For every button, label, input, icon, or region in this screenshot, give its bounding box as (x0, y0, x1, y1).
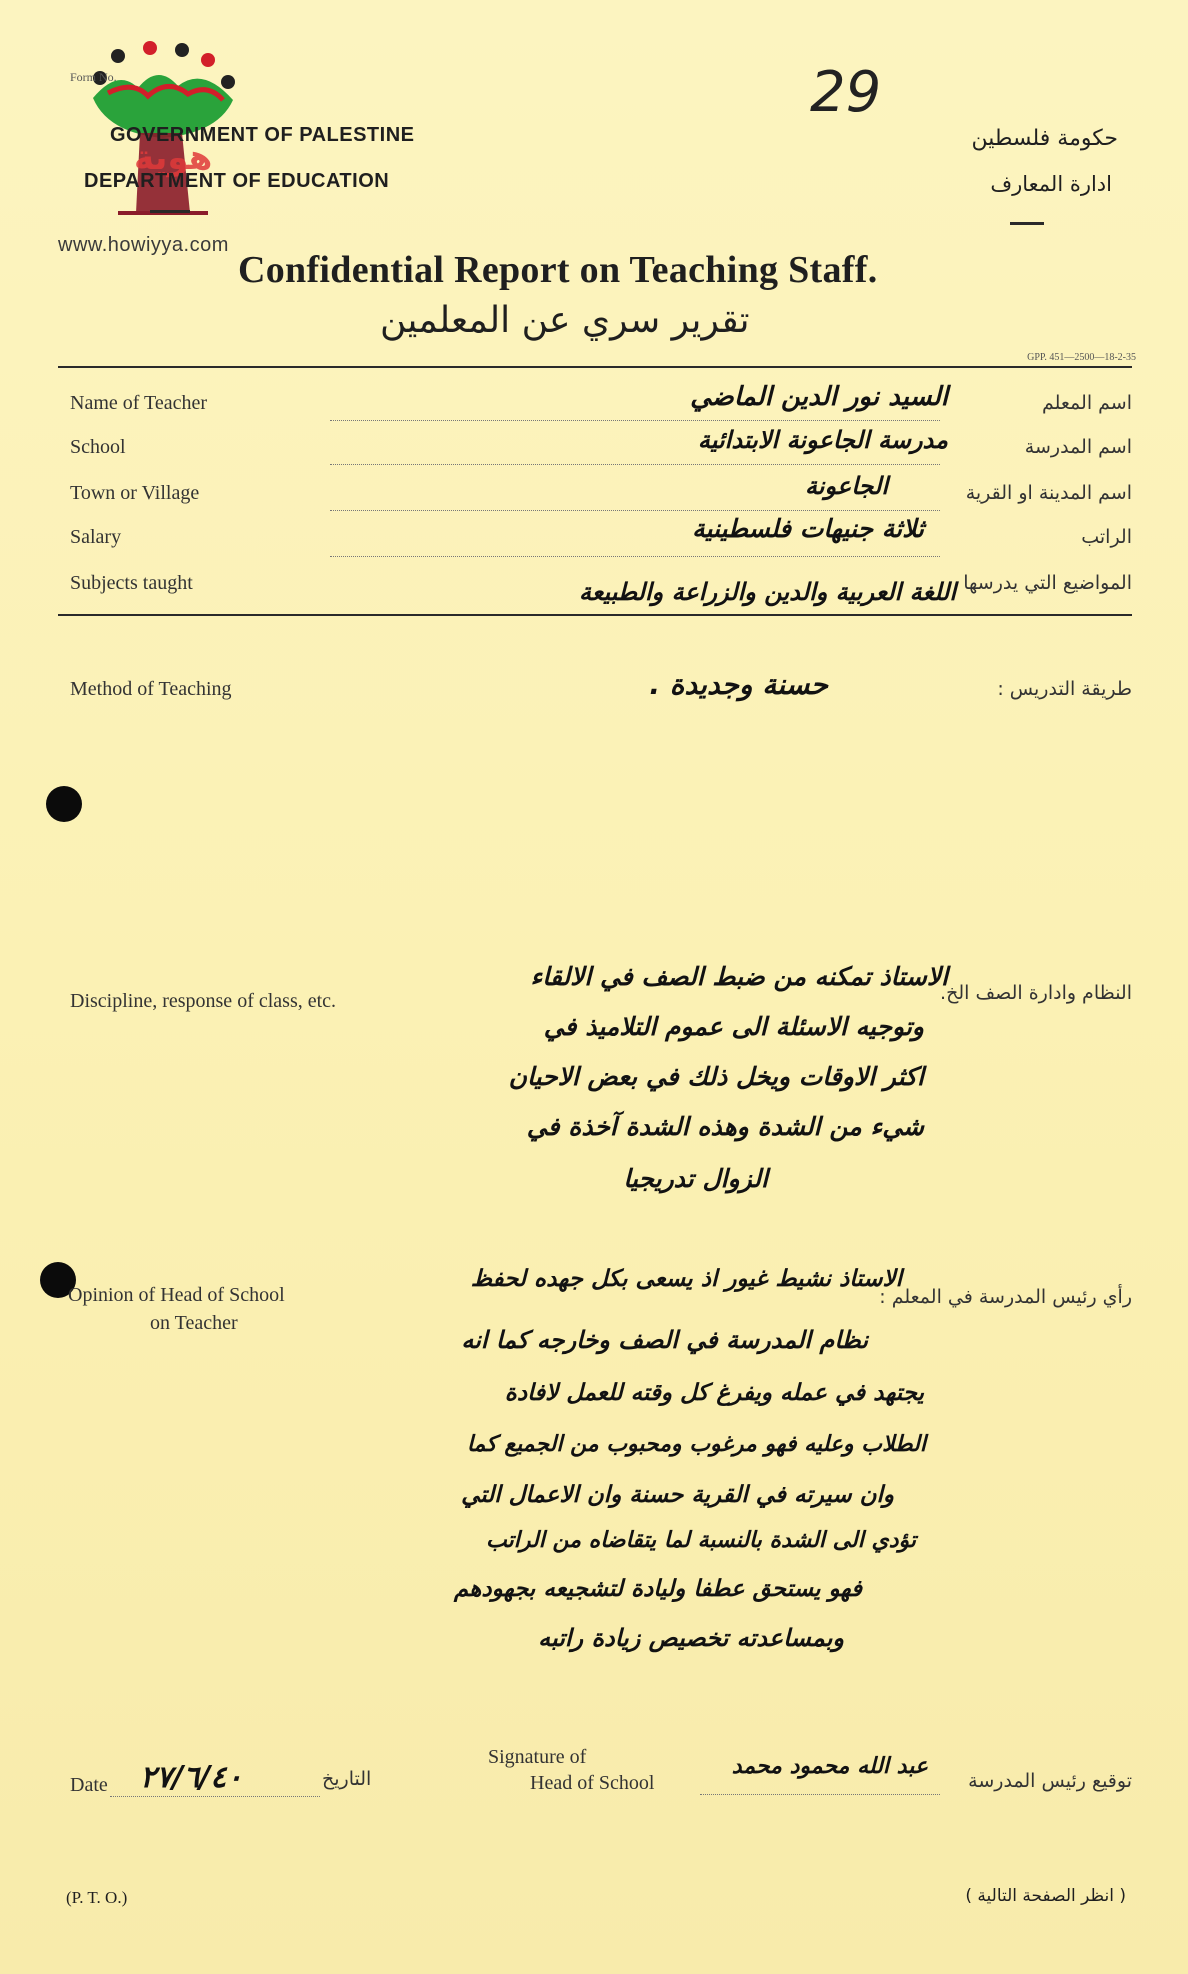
field-value: السيد نور الدين الماضي (690, 382, 948, 412)
discipline-line: الاستاذ تمكنه من ضبط الصف في الالقاء (530, 962, 948, 991)
header-dash-left (150, 210, 190, 213)
field-label-ar: الراتب (1081, 526, 1132, 548)
field-value: اللغة العربية والدين والزراعة والطبيعة (579, 578, 956, 606)
field-label-en: School (70, 436, 126, 458)
discipline-line: اكثر الاوقات ويخل ذلك في بعض الاحيان (508, 1062, 924, 1091)
opinion-line: الاستاذ نشيط غيور اذ يسعى بكل جهده لحفظ (470, 1266, 902, 1292)
date-label-en: Date (70, 1774, 108, 1796)
field-value: ثلاثة جنيهات فلسطينية (692, 514, 924, 543)
pto-en: (P. T. O.) (66, 1888, 128, 1907)
field-line (330, 464, 940, 465)
signature-label-1: Signature of (488, 1746, 587, 1768)
field-label-en: Subjects taught (70, 572, 193, 594)
date-line (110, 1796, 320, 1797)
print-code: GPP. 451—2500—18-2-35 (1027, 352, 1136, 363)
field-line (330, 420, 940, 421)
field-line (330, 510, 940, 511)
government-title-ar: حكومة فلسطين (971, 126, 1118, 151)
discipline-label-ar: النظام وادارة الصف الخ. (940, 982, 1132, 1004)
date-value: ٢٧/٦/٤٠ (140, 1760, 243, 1795)
field-label-en: Name of Teacher (70, 392, 208, 414)
header-rule (58, 366, 1132, 368)
report-title-en: Confidential Report on Teaching Staff. (238, 249, 878, 291)
signature-line (700, 1794, 940, 1795)
field-value: مدرسة الجاعونة الابتدائية (697, 426, 948, 454)
field-label-ar: اسم المعلم (1041, 392, 1132, 414)
fields-bottom-rule (58, 614, 1132, 616)
header-dash-right (1010, 222, 1044, 225)
watermark-url: www.howiyya.com (58, 234, 229, 256)
opinion-line: نظام المدرسة في الصف وخارجه كما انه (461, 1326, 868, 1354)
opinion-line: يجتهد في عمله ويفرغ كل وقته للعمل لافادة (504, 1380, 924, 1406)
field-label-ar: اسم المدينة او القرية (965, 482, 1132, 504)
watermark-text: هوية (134, 138, 213, 178)
form-number: Form No. (70, 70, 117, 84)
department-title-ar: ادارة المعارف (990, 172, 1112, 196)
opinion-line: الطلاب وعليه فهو مرغوب ومحبوب من الجميع كما (466, 1432, 926, 1457)
date-label-ar: التاريخ (322, 1768, 372, 1790)
field-label-ar: المواضيع التي يدرسها (963, 572, 1132, 594)
discipline-line: شيء من الشدة وهذه الشدة آخذة في (526, 1112, 924, 1141)
method-label-ar: طريقة التدريس : (997, 678, 1132, 700)
signature-value: عبد الله محمود محمد (731, 1754, 928, 1779)
opinion-label-en-2: on Teacher (150, 1312, 238, 1334)
field-label-en: Salary (70, 526, 122, 548)
page-number: 29 (810, 60, 882, 125)
signature-label-ar: توقيع رئيس المدرسة (968, 1770, 1132, 1792)
opinion-label-ar: رأي رئيس المدرسة في المعلم : (879, 1286, 1132, 1308)
opinion-line: وبمساعدته تخصيص زيادة راتبه (538, 1624, 844, 1652)
method-value: حسنة وجديدة . (649, 668, 828, 701)
discipline-line: وتوجيه الاسئلة الى عموم التلاميذ في (543, 1012, 924, 1041)
discipline-line: الزوال تدريجيا (623, 1164, 768, 1193)
government-title-en: GOVERNMENT OF PALESTINE (110, 124, 415, 146)
field-line (330, 556, 940, 557)
field-label-ar: اسم المدرسة (1024, 436, 1132, 458)
field-value: الجاعونة (804, 472, 888, 500)
opinion-line: وان سيرته في القرية حسنة وان الاعمال التي (461, 1482, 894, 1508)
opinion-line: تؤدي الى الشدة بالنسبة لما يتقاضاه من الراتب (486, 1528, 916, 1553)
punch-hole-top (46, 786, 82, 822)
signature-label-2: Head of School (530, 1772, 655, 1794)
department-title-en: DEPARTMENT OF EDUCATION (84, 170, 390, 192)
method-label-en: Method of Teaching (70, 678, 232, 700)
opinion-label-en-1: Opinion of Head of School (68, 1284, 285, 1306)
pto-ar: ( انظر الصفحة التالية ) (965, 1886, 1126, 1906)
opinion-line: فهو يستحق عطفا وليادة لتشجيعه بجهودهم (453, 1576, 862, 1602)
field-label-en: Town or Village (70, 482, 200, 504)
discipline-label-en: Discipline, response of class, etc. (70, 990, 337, 1012)
report-title-ar: تقرير سري عن المعلمين (380, 300, 750, 341)
